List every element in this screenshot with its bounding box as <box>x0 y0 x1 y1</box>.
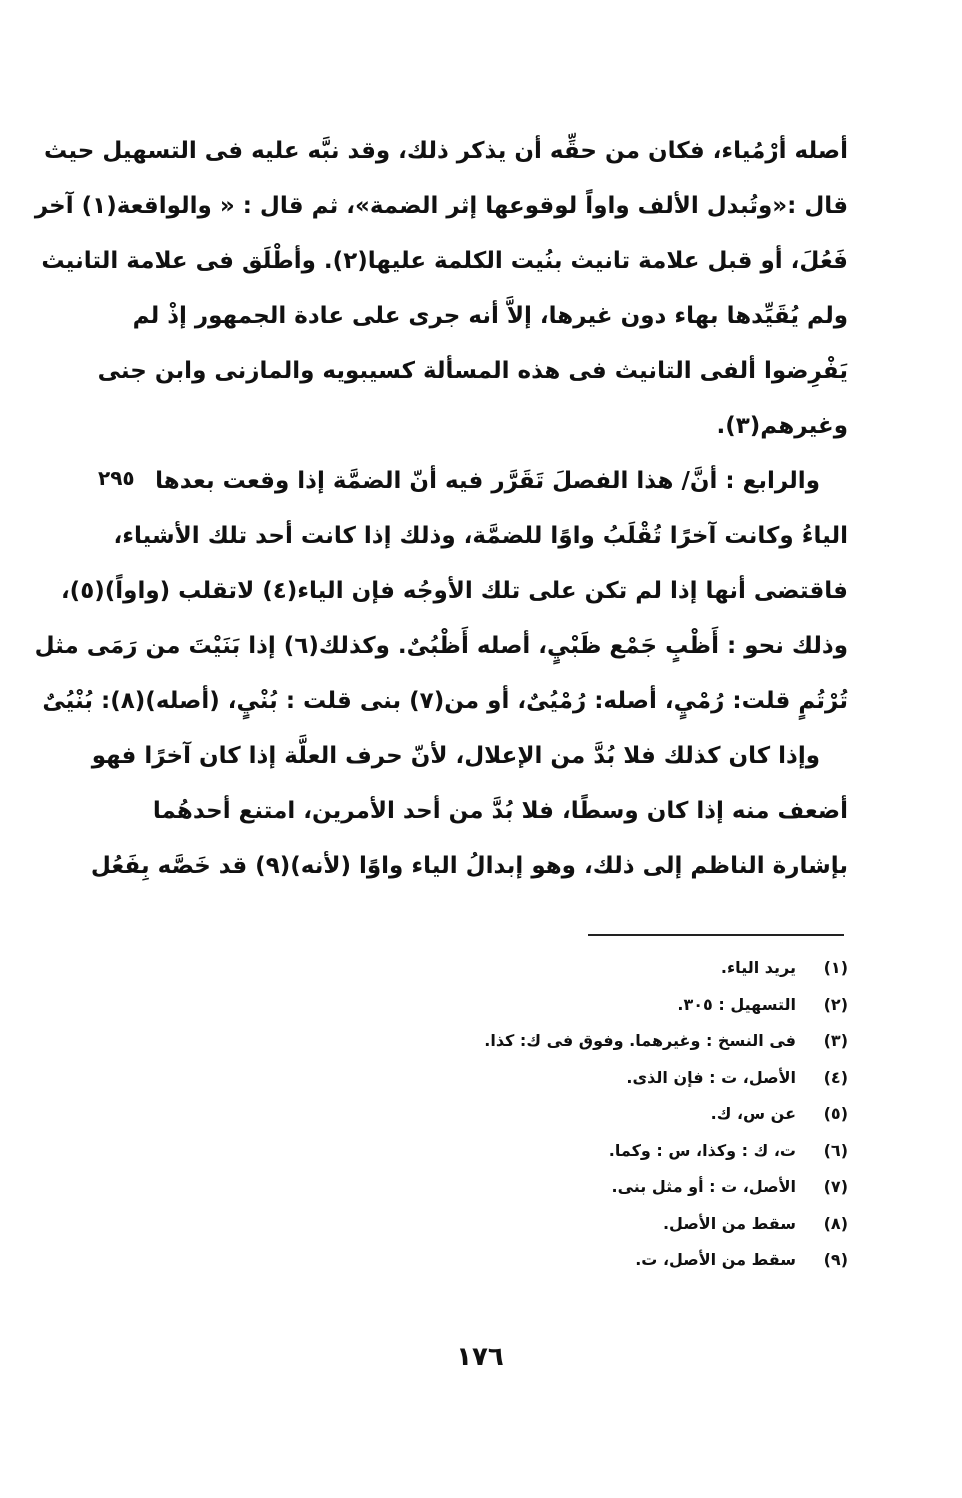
footnote-item <box>420 1206 848 1243</box>
text-line: يَفْرِضوا ألفى التانيث فى هذه المسألة كسيبويه والمازنى وابن جنى <box>97 358 848 384</box>
margin-page-reference: ٢٩٥ <box>98 466 135 490</box>
footnote-item <box>420 950 848 987</box>
text-line: وذلك نحو : أَظْبٍ جَمْع ظَبْيٍ، أصله أَظْبُىٌ. وكذلك(٦) إذا بَنَيْتَ من رَمَى مثل <box>34 633 848 659</box>
footnote-text: الأصل، ت : فإن الذى. <box>626 1067 796 1087</box>
text-line: الياءُ وكانت آخرًا تُقْلَبُ واوًا للضمَّة، وذلك إذا كانت أحد تلك الأشياء، <box>113 523 848 549</box>
footnote-text: عن س، ك. <box>710 1104 796 1123</box>
footnote-number: (٣) <box>823 1031 848 1050</box>
footnote-number: (١) <box>823 958 848 977</box>
footnote-number: (٤) <box>823 1067 848 1087</box>
footnotes-list <box>420 950 848 1279</box>
footnote-item <box>420 1023 848 1060</box>
text-line: فاقتضى أنها إذا لم تكن على تلك الأوجُه فإن الياء(٤) لاتقلب (واواً)(٥)، <box>60 578 848 604</box>
text-line: تُرْتُمٍ قلت: رُمْيٍ، أصله: رُمْيُىٌ، أو من(٧) بنى قلت : بُنْيٍ، (أصله)(٨): بُنْيُىٌ <box>42 688 848 714</box>
footnote-item <box>420 1242 848 1279</box>
footnote-text: فى النسخ : وغيرهما. وفوق فى ك: كذا. <box>484 1031 796 1050</box>
footnote-number: (٨) <box>823 1213 848 1233</box>
footnote-divider <box>588 934 844 936</box>
footnote-text: يريد الياء. <box>720 958 796 977</box>
text-line: وإذا كان كذلك فلا بُدَّ من الإعلال، لأنّ حرف العلَّة إذا كان آخرًا فهو <box>91 743 820 769</box>
footnote-item <box>420 1133 848 1170</box>
footnote-item <box>420 987 848 1024</box>
footnote-text: سقط من الأصل. <box>662 1213 796 1233</box>
text-line: ولم يُقَيِّدها بهاء دون غيرها، إلاَّ أنه جرى على عادة الجمهور إذْ لم <box>132 303 848 329</box>
text-line: قال :«وتُبدل الألف واواً لوقوعها إثر الضمة»، ثم قال : « والواقعة(١) آخر <box>34 193 848 219</box>
text-line: بإشارة الناظم إلى ذلك، وهو إبدالُ الياء واوًا (لأنه)(٩) قد خَصَّه بِفَعُل <box>90 853 848 879</box>
footnote-text: الأصل، ت : أو مثل بنى. <box>611 1177 796 1196</box>
text-line: وغيرهم(٣). <box>716 413 848 439</box>
text-line: أضعف منه إذا كان وسطًا، فلا بُدَّ من أحد الأمرين، امتنع أحدهُما <box>152 798 848 824</box>
footnote-item <box>420 1169 848 1206</box>
footnote-text: سقط من الأصل، ت. <box>635 1250 796 1269</box>
text-line: أصله أرْمُياء، فكان من حقِّه أن يذكر ذلك، وقد نبَّه عليه فى التسهيل حيث <box>44 138 848 164</box>
footnote-number: (٧) <box>823 1177 848 1196</box>
footnote-item <box>420 1096 848 1133</box>
footnote-number: (٩) <box>823 1250 848 1269</box>
text-line: فَعُلَ، أو قبل علامة تانيث بنُيت الكلمة عليها(٢). وأطْلَق فى علامة التانيث <box>41 248 848 274</box>
footnote-item <box>420 1060 848 1097</box>
footnote-number: (٦) <box>823 1140 848 1160</box>
page-number: ١٧٦ <box>456 1342 504 1372</box>
footnote-text: التسهيل : ٣٠٥. <box>677 994 796 1014</box>
footnote-number: (٥) <box>823 1104 848 1123</box>
footnote-number: (٢) <box>823 994 848 1014</box>
text-line: والرابع : أنَّ/ هذا الفصلَ تَقَرَّر فيه أنّ الضمَّة إذا وقعت بعدها <box>155 468 820 494</box>
footnote-text: ت، ك : وكذا، س : وكما. <box>608 1140 796 1160</box>
